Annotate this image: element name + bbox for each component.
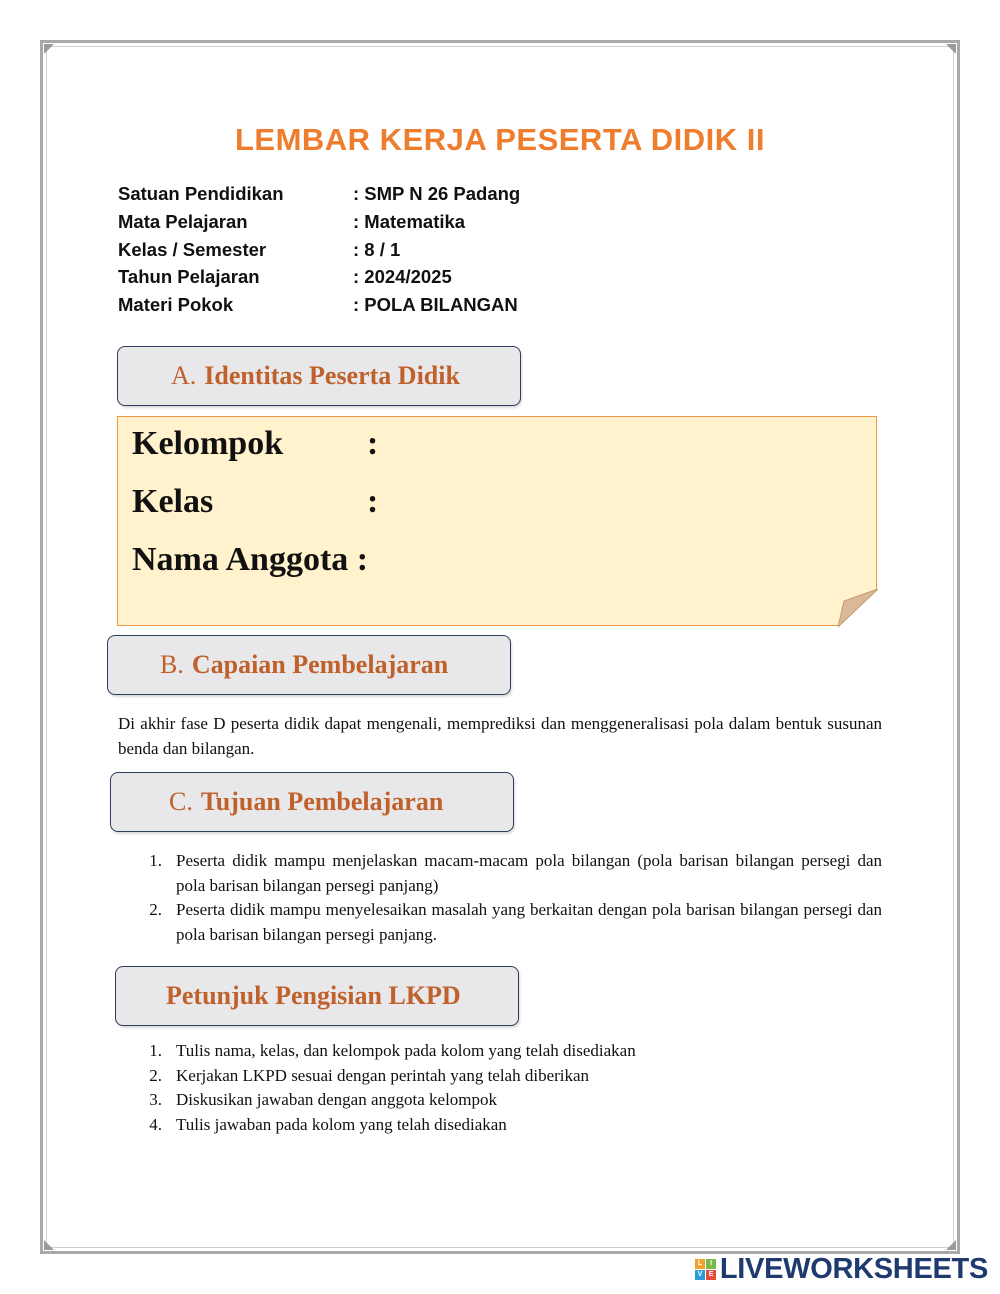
section-b-letter: B. (160, 650, 184, 679)
meta-value: : 2024/2025 (353, 266, 452, 288)
list-number: 1. (149, 851, 162, 870)
list-item (118, 1113, 882, 1138)
logo-tile: L (695, 1259, 705, 1269)
identity-nama (132, 541, 368, 579)
section-c-header (110, 772, 514, 832)
list-item (118, 898, 882, 947)
meta-row (118, 294, 520, 322)
page-curl-icon (838, 589, 878, 627)
meta-label: Mata Pelajaran (118, 210, 248, 232)
meta-value: : Matematika (353, 210, 466, 232)
list-text: Diskusikan jawaban dengan anggota kelompok (176, 1090, 498, 1109)
list-item (118, 1088, 882, 1113)
meta-value: : 8 / 1 (353, 238, 401, 260)
list-text: Tulis jawaban pada kolom yang telah disediakan (176, 1114, 507, 1134)
list-text: Kerjakan LKPD sesuai dengan perintah yang telah diberikan (176, 1065, 590, 1085)
section-a-letter: A. (171, 361, 197, 390)
list-item (118, 849, 882, 898)
corner-ornament-bottom-right (946, 1240, 956, 1250)
section-c-letter: C. (169, 787, 193, 816)
section-petunjuk-title: Petunjuk Pengisian LKPD (166, 981, 461, 1010)
liveworksheets-logo-icon (695, 1259, 716, 1280)
meta-row (118, 183, 520, 211)
capaian-text: Di akhir fase D peserta didik dapat mengenali, memprediksi dan menggeneralisasi pola dalam bentuk susunan benda dan bilangan. (118, 714, 882, 758)
meta-info (118, 183, 520, 322)
meta-value: : SMP N 26 Padang (353, 183, 521, 204)
section-c-title: Tujuan Pembelajaran (200, 787, 444, 816)
section-a-header (117, 346, 521, 406)
logo-tile: V (695, 1270, 705, 1280)
meta-label: Materi Pokok (118, 294, 234, 316)
kelompok-label: Kelompok (132, 425, 284, 462)
identity-kelompok (132, 425, 378, 463)
logo-tile: I (706, 1259, 716, 1269)
list-text: Tulis nama, kelas, dan kelompok pada kolom yang telah disediakan (176, 1041, 636, 1060)
meta-row (118, 211, 520, 239)
kelompok-colon: : (367, 425, 379, 462)
list-item (118, 1039, 882, 1064)
corner-ornament-top-left (44, 44, 54, 54)
nama-anggota-label: Nama Anggota : (132, 541, 369, 578)
list-text: Peserta didik mampu menjelaskan macam-macam pola bilangan (pola barisan bilangan persegi dan pola barisan bilangan persegi panjang) (176, 851, 882, 895)
list-number: 3. (149, 1090, 162, 1109)
list-number: 2. (149, 1065, 162, 1085)
meta-row (118, 239, 520, 267)
brand-name: LIVEWORKSHEETS (719, 1253, 988, 1285)
meta-label: Tahun Pelajaran (118, 266, 260, 288)
meta-label: Satuan Pendidikan (118, 183, 284, 204)
list-item (118, 1064, 882, 1089)
kelas-colon: : (367, 483, 379, 520)
corner-ornament-bottom-left (44, 1240, 54, 1250)
list-number: 2. (149, 900, 162, 919)
liveworksheets-brand[interactable] (695, 1253, 988, 1286)
section-b-title: Capaian Pembelajaran (191, 650, 449, 679)
page-title: LEMBAR KERJA PESERTA DIDIK II (234, 122, 766, 157)
meta-row (118, 266, 520, 294)
list-number: 1. (149, 1041, 162, 1060)
corner-ornament-top-right (946, 44, 956, 54)
section-a-title: Identitas Peserta Didik (204, 361, 460, 390)
section-b-header (107, 635, 511, 695)
list-number: 4. (149, 1114, 162, 1134)
petunjuk-list (118, 1039, 882, 1137)
meta-label: Kelas / Semester (118, 238, 267, 260)
tujuan-list (118, 849, 882, 947)
identity-card (117, 416, 877, 626)
list-text: Peserta didik mampu menyelesaikan masalah yang berkaitan dengan pola barisan bilangan persegi dan pola barisan bilangan persegi panjang. (176, 900, 882, 944)
meta-value: : POLA BILANGAN (353, 294, 518, 316)
logo-tile: E (706, 1270, 716, 1280)
identity-kelas (132, 483, 378, 521)
section-petunjuk-header (115, 966, 519, 1026)
kelas-label: Kelas (132, 483, 214, 520)
